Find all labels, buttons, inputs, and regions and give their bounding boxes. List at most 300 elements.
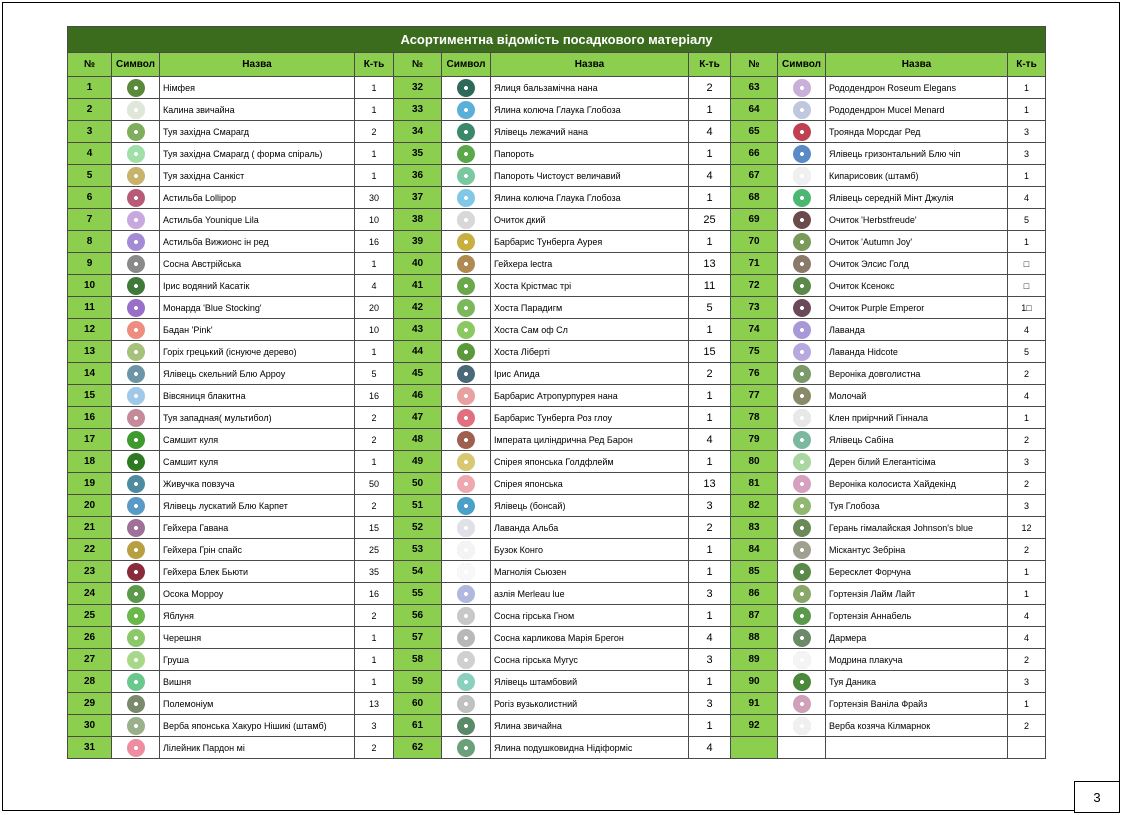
plant-symbol-icon [793,431,811,449]
plant-symbol-cell [778,187,826,209]
row-number: 35 [394,143,442,165]
plant-symbol-icon [127,585,145,603]
plant-quantity: □ [1008,275,1046,297]
plant-symbol-cell [778,319,826,341]
plant-symbol-cell [778,671,826,693]
plant-symbol-icon [457,717,475,735]
plant-name: Герань гімалайская Johnson's blue [826,517,1008,539]
row-number: 68 [731,187,778,209]
plant-quantity: 25 [689,209,731,231]
header-no: № [394,53,442,77]
plant-symbol-cell [442,319,491,341]
row-number: 92 [731,715,778,737]
plant-symbol-cell [778,363,826,385]
plant-symbol-icon [127,299,145,317]
row-number: 12 [68,319,112,341]
row-number: 24 [68,583,112,605]
plant-name: Імперата циліндрична Ред Барон [491,429,689,451]
plant-name: Кипарисовик (штамб) [826,165,1008,187]
plant-symbol-icon [127,607,145,625]
row-number: 81 [731,473,778,495]
plant-symbol-cell [112,473,160,495]
table-row [68,77,1046,99]
table-row [68,561,1046,583]
plant-symbol-icon [457,673,475,691]
plant-quantity: 4 [689,737,731,759]
plant-quantity: 2 [355,121,394,143]
row-number: 82 [731,495,778,517]
plant-symbol-icon [457,695,475,713]
row-number: 83 [731,517,778,539]
plant-symbol-icon [457,123,475,141]
plant-symbol-icon [127,189,145,207]
row-number: 28 [68,671,112,693]
row-number: 38 [394,209,442,231]
plant-symbol-cell [112,539,160,561]
table-row [68,187,1046,209]
row-number: 34 [394,121,442,143]
plant-name: Сосна карликова Марія Брегон [491,627,689,649]
plant-quantity: 10 [355,319,394,341]
plant-quantity: 4 [355,275,394,297]
plant-symbol-cell [778,165,826,187]
plant-symbol-icon [793,343,811,361]
plant-name: Очиток 'Herbstfreude' [826,209,1008,231]
table-row [68,363,1046,385]
plant-name: Ялівець гризонтальний Блю чіп [826,143,1008,165]
row-number: 8 [68,231,112,253]
plant-quantity: 2 [355,429,394,451]
table-row [68,209,1046,231]
plant-symbol-cell [442,297,491,319]
plant-symbol-icon [127,497,145,515]
plant-symbol-cell [442,473,491,495]
plant-symbol-cell [112,231,160,253]
plant-symbol-icon [457,233,475,251]
plant-name: Вероніка колосиста Хайдекінд [826,473,1008,495]
plant-name: Ірис Апида [491,363,689,385]
plant-name: Ялівець Сабіна [826,429,1008,451]
plant-symbol-icon [127,255,145,273]
row-number: 58 [394,649,442,671]
plant-symbol-icon [127,211,145,229]
table-row [68,627,1046,649]
plant-symbol-cell [778,495,826,517]
table-title: Асортиментна відомість посадкового матеріалу [67,26,1046,52]
plant-name: Хоста Парадигм [491,297,689,319]
table-row [68,385,1046,407]
plant-symbol-icon [457,629,475,647]
plant-quantity: 4 [689,121,731,143]
row-number: 33 [394,99,442,121]
header-symbol: Символ [112,53,160,77]
plant-symbol-icon [127,563,145,581]
plant-quantity: 20 [355,297,394,319]
plant-symbol-cell [778,341,826,363]
plant-name: Ірис водяний Касатік [160,275,355,297]
row-number: 61 [394,715,442,737]
row-number: 66 [731,143,778,165]
plant-symbol-cell [112,605,160,627]
plant-symbol-icon [457,167,475,185]
plant-quantity: 1 [689,671,731,693]
plant-name: Ялиця бальзамічна нана [491,77,689,99]
plant-symbol-icon [127,431,145,449]
plant-symbol-cell [778,715,826,737]
plant-quantity: 4 [689,429,731,451]
plant-symbol-cell [778,385,826,407]
plant-symbol-icon [793,277,811,295]
row-number: 37 [394,187,442,209]
row-number: 31 [68,737,112,759]
plant-symbol-cell [112,187,160,209]
row-number: 84 [731,539,778,561]
plant-symbol-icon [793,673,811,691]
row-number: 47 [394,407,442,429]
header-name: Назва [826,53,1008,77]
plant-symbol-icon [457,607,475,625]
plant-name: Очиток Ксенокс [826,275,1008,297]
row-number: 71 [731,253,778,275]
plant-symbol-cell [442,583,491,605]
plant-name: Гортензія Аннабель [826,605,1008,627]
plant-symbol-cell [442,451,491,473]
row-number: 7 [68,209,112,231]
plant-symbol-cell [778,297,826,319]
plant-symbol-cell [112,671,160,693]
plant-symbol-cell [112,517,160,539]
plant-symbol-cell [442,143,491,165]
plant-quantity: 3 [1008,451,1046,473]
row-number: 53 [394,539,442,561]
plant-symbol-icon [127,79,145,97]
plant-symbol-cell [778,143,826,165]
plant-name: Вишня [160,671,355,693]
plant-symbol-icon [457,211,475,229]
plant-quantity: 16 [355,231,394,253]
plant-name: Туя західна Смарагд ( форма спіраль) [160,143,355,165]
plant-quantity: 2 [355,605,394,627]
plant-quantity: 2 [1008,473,1046,495]
plant-symbol-cell [112,319,160,341]
plant-name: Астильба Lollipop [160,187,355,209]
plant-symbol-cell [442,649,491,671]
plant-symbol-icon [457,343,475,361]
plant-name: Верба козяча Кілмарнок [826,715,1008,737]
plant-name: Магнолія Сьюзен [491,561,689,583]
plant-symbol-icon [457,519,475,537]
header-name: Назва [160,53,355,77]
row-number: 75 [731,341,778,363]
plant-name: Гейхера Блек Бьюти [160,561,355,583]
row-number: 13 [68,341,112,363]
row-number [731,737,778,759]
plant-symbol-cell [112,363,160,385]
row-number: 80 [731,451,778,473]
plant-symbol-icon [793,475,811,493]
row-number: 22 [68,539,112,561]
table-row [68,517,1046,539]
row-number: 56 [394,605,442,627]
row-number: 77 [731,385,778,407]
plant-symbol-cell [112,649,160,671]
plant-name: Самшит куля [160,451,355,473]
plant-quantity: 3 [689,495,731,517]
header-qty: К-ть [355,53,394,77]
plant-symbol-cell [778,561,826,583]
table-row [68,649,1046,671]
plant-quantity: 2 [355,737,394,759]
plant-symbol-icon [793,695,811,713]
plant-name: Бузок Конго [491,539,689,561]
plant-symbol-cell [778,209,826,231]
plant-quantity: 4 [689,627,731,649]
plant-quantity: 1 [689,605,731,627]
plant-symbol-icon [793,145,811,163]
plant-quantity: 4 [1008,187,1046,209]
plant-symbol-icon [457,585,475,603]
plant-name: Вероніка довголистна [826,363,1008,385]
table-row [68,583,1046,605]
header-name: Назва [491,53,689,77]
plant-symbol-icon [457,431,475,449]
plant-symbol-cell [442,363,491,385]
plant-symbol-icon [793,519,811,537]
plant-symbol-icon [127,365,145,383]
planting-material-table [67,26,1046,759]
header-symbol: Символ [778,53,826,77]
row-number: 54 [394,561,442,583]
row-number: 39 [394,231,442,253]
plant-quantity: 3 [689,649,731,671]
row-number: 5 [68,165,112,187]
plant-name: Лілейник Пардон мі [160,737,355,759]
plant-symbol-cell [442,231,491,253]
plant-quantity: □ [1008,253,1046,275]
plant-name: Груша [160,649,355,671]
table-row [68,99,1046,121]
plant-symbol-icon [793,321,811,339]
row-number: 88 [731,627,778,649]
plant-quantity: 1 [355,77,394,99]
plant-quantity: 1 [355,451,394,473]
plant-quantity: 30 [355,187,394,209]
plant-symbol-cell [442,517,491,539]
plant-quantity: 13 [689,473,731,495]
row-number: 1 [68,77,112,99]
plant-name: Туя Глобоза [826,495,1008,517]
plant-symbol-cell [442,99,491,121]
plant-symbol-icon [457,101,475,119]
plant-symbol-icon [793,299,811,317]
plant-symbol-cell [112,429,160,451]
plant-symbol-icon [127,717,145,735]
plant-symbol-icon [127,167,145,185]
plant-symbol-cell [442,165,491,187]
row-number: 10 [68,275,112,297]
plant-name: Очиток Элсис Голд [826,253,1008,275]
plant-symbol-cell [442,671,491,693]
table-row [68,737,1046,759]
plant-symbol-icon [127,739,145,757]
plant-quantity: 2 [689,363,731,385]
plant-symbol-cell [112,341,160,363]
plant-symbol-icon [457,409,475,427]
plant-quantity: 5 [1008,341,1046,363]
plant-symbol-icon [127,343,145,361]
table-row [68,165,1046,187]
plant-symbol-cell [778,429,826,451]
plant-symbol-cell [778,231,826,253]
plant-symbol-cell [442,341,491,363]
plant-name: Живучка повзуча [160,473,355,495]
plant-quantity: 1 [1008,99,1046,121]
plant-symbol-icon [793,255,811,273]
plant-quantity: 4 [1008,385,1046,407]
plant-name: Очиток Purple Emperor [826,297,1008,319]
plant-symbol-icon [457,497,475,515]
plant-quantity: 1 [689,385,731,407]
row-number: 14 [68,363,112,385]
plant-quantity: 1 [689,407,731,429]
plant-symbol-cell [442,77,491,99]
row-number: 21 [68,517,112,539]
plant-symbol-cell [778,451,826,473]
plant-name: Гортензія Ваніла Фрайз [826,693,1008,715]
plant-name: Рододендрон Roseum Elegans [826,77,1008,99]
row-number: 70 [731,231,778,253]
row-number: 4 [68,143,112,165]
plant-quantity: 3 [1008,671,1046,693]
plant-name: Барбарис Тунберга Аурея [491,231,689,253]
row-number: 36 [394,165,442,187]
plant-symbol-icon [793,365,811,383]
plant-quantity: 4 [1008,319,1046,341]
table-row [68,539,1046,561]
plant-quantity: 1 [355,99,394,121]
plant-quantity: 5 [689,297,731,319]
plant-name: Троянда Морсдаг Ред [826,121,1008,143]
plant-quantity: 4 [1008,627,1046,649]
plant-quantity: 5 [355,363,394,385]
plant-name: Модрина плакуча [826,649,1008,671]
row-number: 60 [394,693,442,715]
plant-quantity: 12 [1008,517,1046,539]
row-number: 74 [731,319,778,341]
plant-name: Гейхера Грін спайс [160,539,355,561]
row-number: 26 [68,627,112,649]
plant-symbol-cell [112,715,160,737]
row-number: 15 [68,385,112,407]
plant-symbol-cell [778,517,826,539]
plant-quantity: 2 [1008,539,1046,561]
plant-symbol-cell [442,539,491,561]
plant-name: Яблуня [160,605,355,627]
plant-symbol-icon [793,167,811,185]
plant-symbol-icon [457,365,475,383]
plant-quantity: 2 [355,407,394,429]
row-number: 45 [394,363,442,385]
plant-symbol-cell [112,561,160,583]
row-number: 55 [394,583,442,605]
plant-quantity: 1 [355,671,394,693]
plant-symbol-icon [793,717,811,735]
plant-symbol-icon [127,519,145,537]
plant-symbol-icon [457,189,475,207]
plant-symbol-cell [778,121,826,143]
plant-symbol-icon [127,101,145,119]
plant-symbol-cell [442,715,491,737]
plant-symbol-icon [793,409,811,427]
table-row [68,671,1046,693]
table-row [68,495,1046,517]
plant-name: Туя Даника [826,671,1008,693]
plant-name: Ялівець (бонсай) [491,495,689,517]
plant-symbol-icon [793,629,811,647]
plant-name: Ялина подушковидна Нідіформіс [491,737,689,759]
plant-symbol-icon [127,453,145,471]
plant-symbol-icon [457,299,475,317]
plant-symbol-icon [793,607,811,625]
row-number: 27 [68,649,112,671]
plant-quantity: 1 [689,143,731,165]
row-number: 49 [394,451,442,473]
plant-symbol-cell [112,495,160,517]
plant-name: Барбарис Атропурпурея нана [491,385,689,407]
plant-quantity: 1 [355,649,394,671]
plant-symbol-icon [457,453,475,471]
plant-quantity: 16 [355,385,394,407]
plant-symbol-cell [778,473,826,495]
row-number: 89 [731,649,778,671]
table-row [68,429,1046,451]
plant-quantity: 1 [1008,561,1046,583]
plant-name: Туя західна Санкіст [160,165,355,187]
row-number: 86 [731,583,778,605]
plant-symbol-cell [442,561,491,583]
plant-quantity: 16 [355,583,394,605]
plant-symbol-cell [112,385,160,407]
row-number: 78 [731,407,778,429]
plant-symbol-icon [793,101,811,119]
row-number: 23 [68,561,112,583]
plant-name: Дармера [826,627,1008,649]
plant-symbol-icon [127,409,145,427]
plant-symbol-cell [442,121,491,143]
plant-symbol-icon [793,563,811,581]
plant-name [826,737,1008,759]
plant-symbol-cell [778,99,826,121]
plant-quantity: 2 [689,517,731,539]
table-row [68,473,1046,495]
plant-symbol-cell [442,495,491,517]
plant-symbol-icon [457,321,475,339]
table-row [68,407,1046,429]
row-number: 40 [394,253,442,275]
row-number: 52 [394,517,442,539]
page-number: 3 [1074,781,1120,813]
plant-symbol-cell [112,99,160,121]
plant-symbol-icon [127,233,145,251]
plant-quantity: 1 [355,143,394,165]
plant-quantity: 1 [689,715,731,737]
row-number: 44 [394,341,442,363]
plant-symbol-cell [442,253,491,275]
plant-name: Папороть Чистоуст величавий [491,165,689,187]
plant-quantity: 2 [1008,363,1046,385]
plant-symbol-cell [112,77,160,99]
plant-quantity: 35 [355,561,394,583]
